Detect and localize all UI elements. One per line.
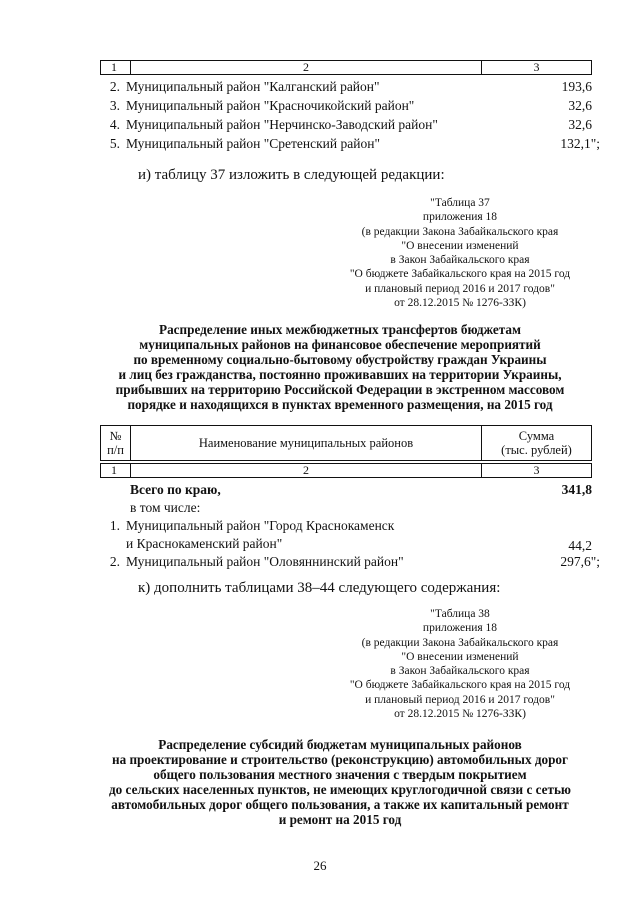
table-38-caption: "Таблица 38 приложения 18 (в редакции Закона Забайкальского края "О внесении изменений в Закон Забайкальского края "О бюджете Забайкальского края на 2015 год и плановый период 2016 и 2017 годов" от 28.12.2015 № 1276-ЗЗК) <box>349 608 571 721</box>
document-page: 1 2 3 2. Муниципальный район "Калганский район" 193,6 3. Муниципальный район "Красночикойский район" 32,6 4. Муниципальный район "Нерчинско-Заводский район" 32,6 5. Муниципальный район "Сретенский район" 132,1"; и) таблицу 37 изложить в следующей редакции: "Таблица 37 приложения 18 (в редакции Закона Забайкальского края "О внесении изменений в Закон Забайкальского края "О бюджете Забайкальского края на 2015 год и плановый период 2016 и 2017 годов" от 28.12.2015 № 1276-ЗЗК) Распределение иных межбюджетных трансфертов бюджетам муниципальных районов на финансовое обеспечение мероприятий по временному социально-бытовому обустройству граждан Украины и лиц без гражданства, постоянно проживавших на территории Украины, прибывших на территорию Российской Федерации в экстренном массовом порядке и находящихся в пунктах временного размещения, на 2015 год № п/п Наименование муниципальных районов Сумма (тыс. рублей) 1 2 3 Всего по краю, 341,8 в том числе: 1. Муниципальный район "Город Краснокаменск и Краснокаменский район" 44,2 2. Муниципальный район "Оловяннинский район" 297,6"; к) дополнить таблицами 38–44 следующего содержания: "Таблица 38 приложения 18 (в редакции Закона Забайкальского края "О внесении изменений в Закон Забайкальского края "О бюджете Забайкальского края на 2015 год и плановый период 2016 и 2017 годов" от 28.12.2015 № 1276-ЗЗК) Распределение субсидий бюджетам муниципальных районов на проектирование и строительство (реконструкцию) автомобильных дорог общего пользования местного значения с твердым покрытием до сельских населенных пунктов, не имеющих круглогодичной связи с сетью автомобильных дорог общего пользования, а также их капитальный ремонт и ремонт на 2015 год 26 <box>0 0 640 905</box>
row-value: 44,2 <box>568 538 592 553</box>
col-number-1: 1 <box>101 61 131 74</box>
row-value: 297,6"; <box>560 554 600 569</box>
paragraph-k: к) дополнить таблицами 38–44 следующего содержания: <box>138 580 501 596</box>
row-value: 32,6 <box>568 98 592 113</box>
table-37-heading: Распределение иных межбюджетных трансфертов бюджетам муниципальных районов на финансовое обеспечение мероприятий по временному социально-бытовому обустройству граждан Украины и лиц без гражданства, постоянно проживавших на территории Украины, прибывших на территорию Российской Федерации в экстренном массовом порядке и находящихся в пунктах временного размещения, на 2015 год <box>115 322 565 412</box>
total-label: Всего по краю, <box>130 482 221 497</box>
table-37-caption: "Таблица 37 приложения 18 (в редакции Закона Забайкальского края "О внесении изменений в Закон Забайкальского края "О бюджете Забайкальского края на 2015 год и плановый период 2016 и 2017 годов" от 28.12.2015 № 1276-ЗЗК) <box>349 197 571 310</box>
header-number: № п/п <box>101 426 131 460</box>
col-number-2: 2 <box>131 61 482 74</box>
header-name: Наименование муниципальных районов <box>131 426 482 460</box>
table-row-continuation: и Краснокаменский район" <box>126 536 283 551</box>
table-37-header <box>100 425 592 461</box>
total-value: 341,8 <box>561 482 592 497</box>
row-value: 132,1"; <box>560 136 600 151</box>
col-number-3: 3 <box>533 60 540 74</box>
table-37-column-numbers: 1 2 3 <box>100 463 592 478</box>
top-table-column-numbers <box>100 60 592 75</box>
table-38-heading: Распределение субсидий бюджетам муниципальных районов на проектирование и строительство (реконструкцию) автомобильных дорог общего пользования местного значения с твердым покрытием до сельских населенных пунктов, не имеющих круглогодичной связи с сетью автомобильных дорог общего пользования, а также их капитальный ремонт и ремонт на 2015 год <box>109 737 571 827</box>
row-value: 193,6 <box>561 79 592 94</box>
including-label: в том числе: <box>130 500 201 515</box>
header-sum: Сумма (тыс. рублей) <box>501 429 572 457</box>
row-value: 32,6 <box>568 117 592 132</box>
page-number: 26 <box>313 858 327 873</box>
paragraph-i: и) таблицу 37 изложить в следующей редакции: <box>138 167 445 183</box>
